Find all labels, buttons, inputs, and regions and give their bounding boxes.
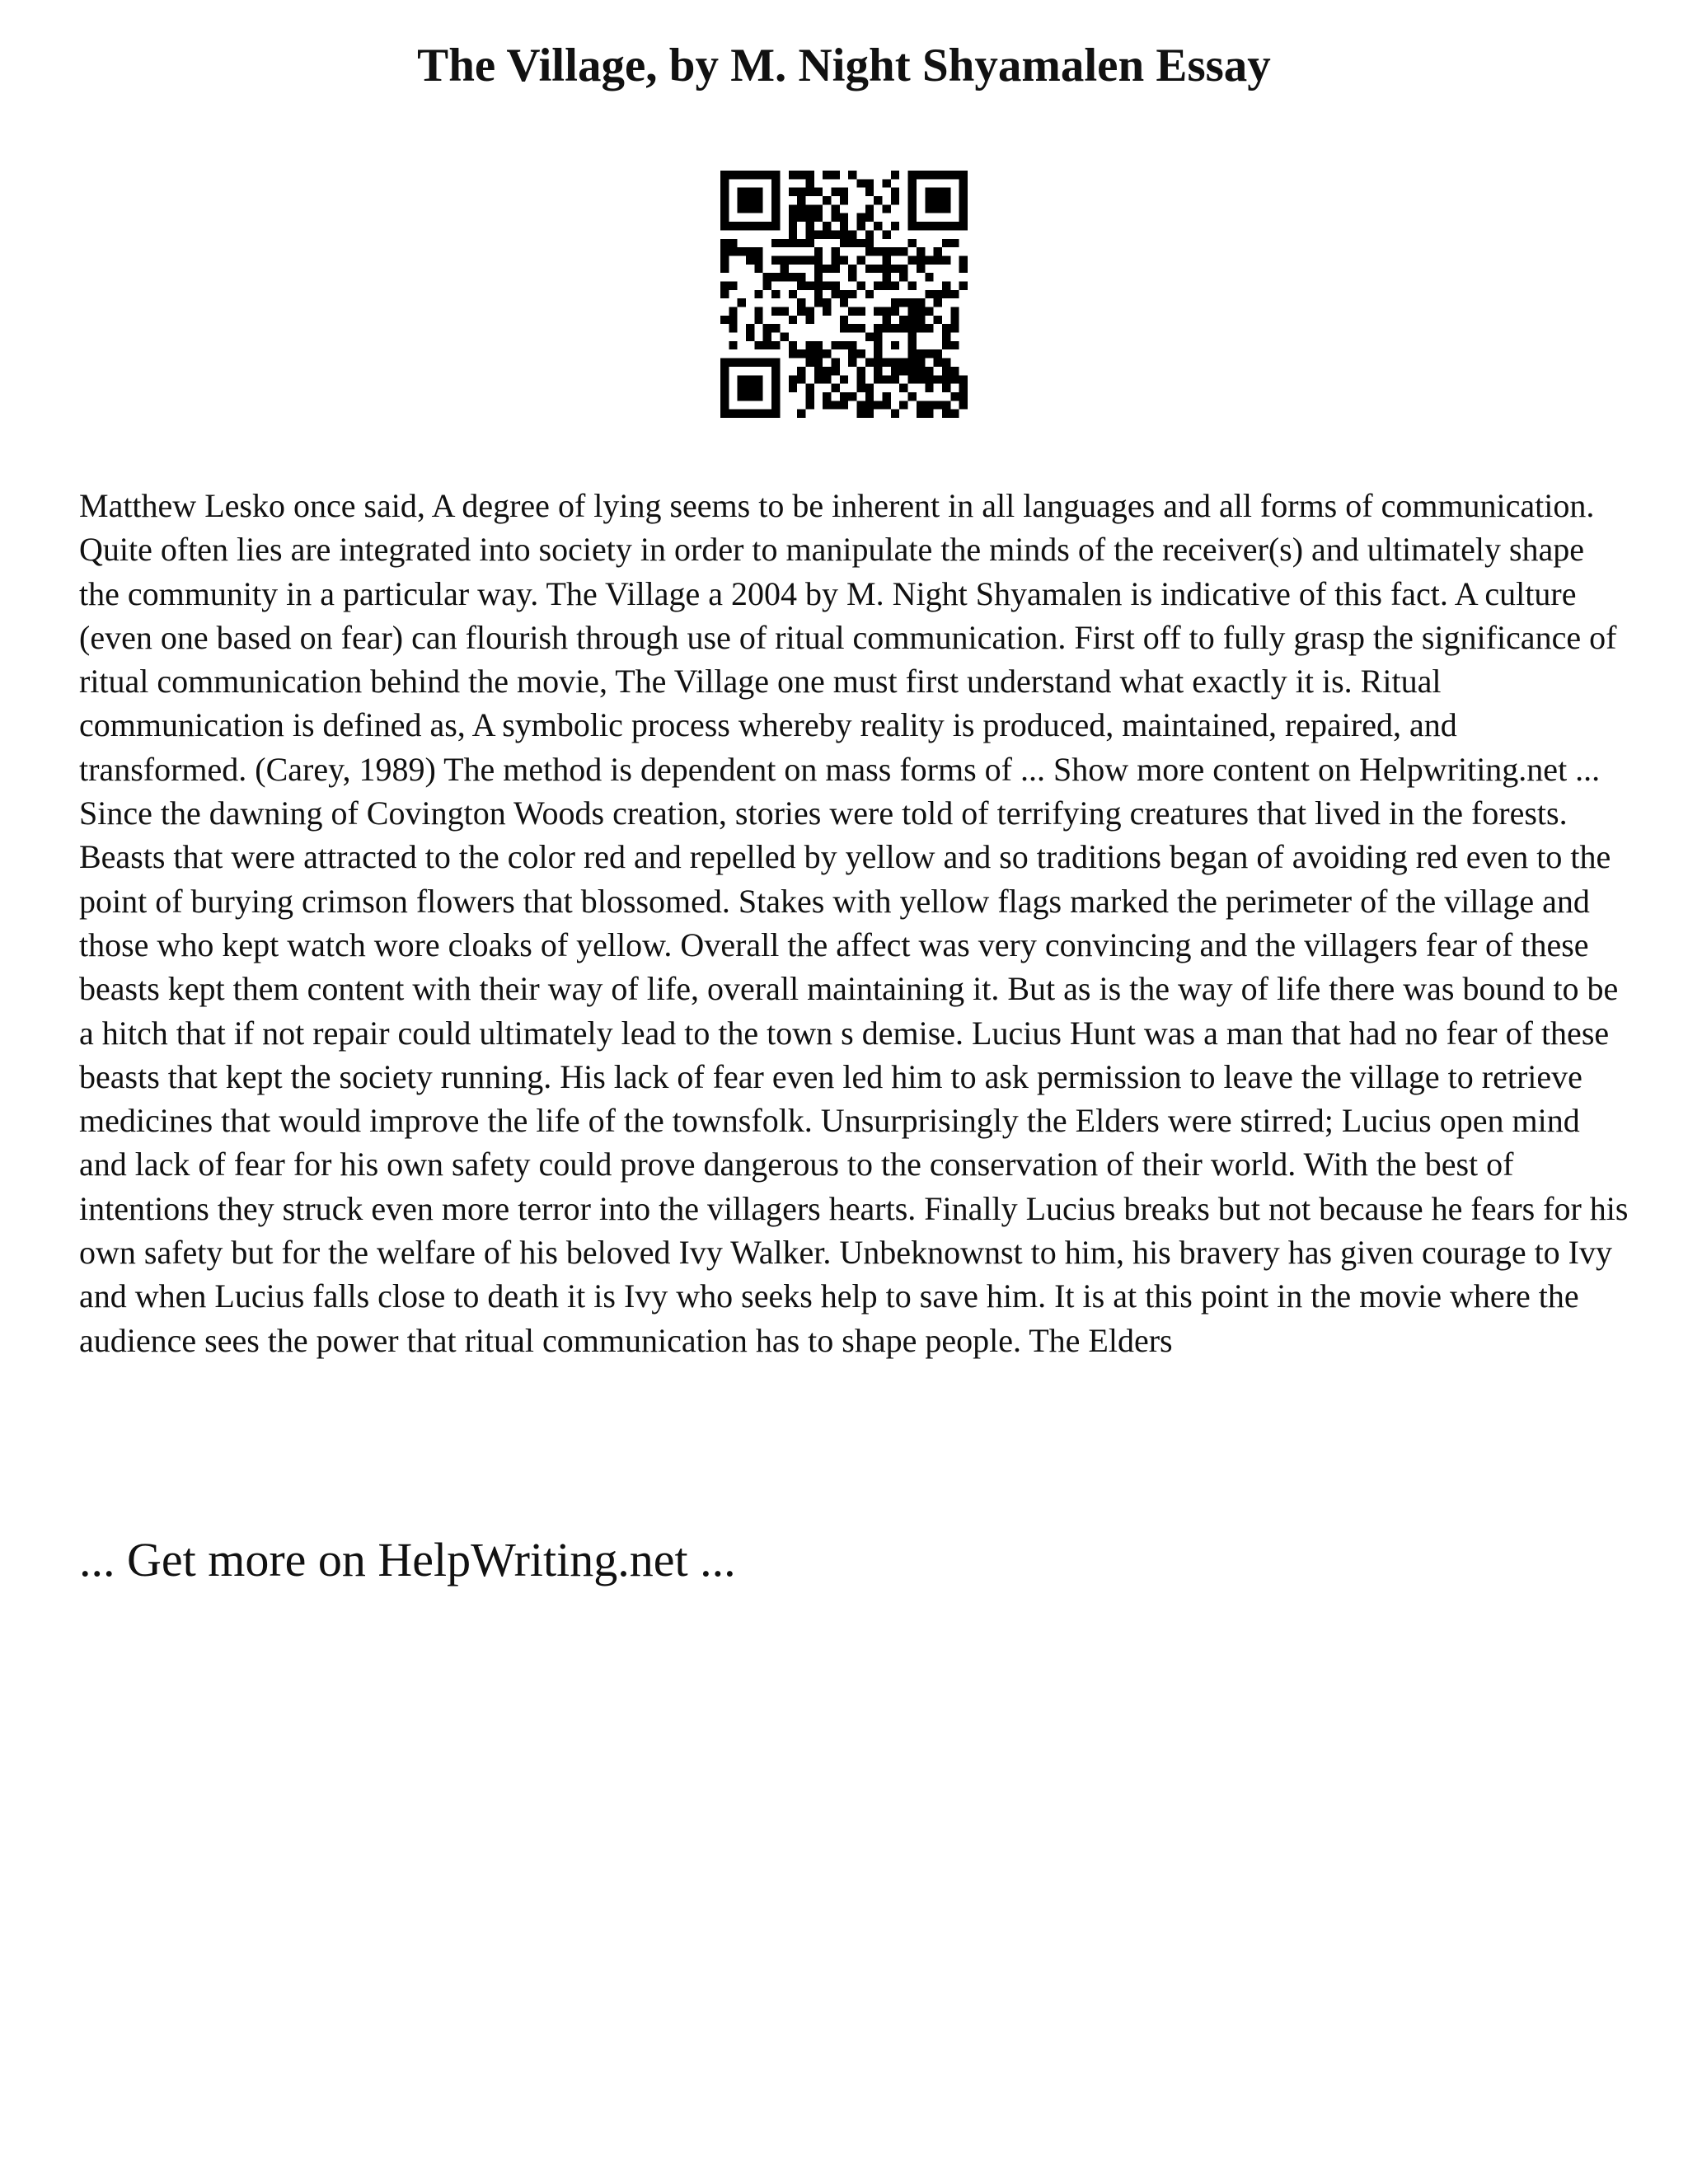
paragraph-2: Since the dawning of Covington Woods creation, stories were told of terrifying creatures that lived in the forests. Beasts that were attracted to the color red and repelled by yellow and so traditions began of avoiding red even to the point of burying crimson flowers that blossomed. Stakes with yellow flags marked the perimeter of the village and those who kept watch wore cloaks of yellow. Overall the affect was very convincing and the villagers fear of these beasts kept them content with their way of life, overall maintaining it. But as is the way of life there was bound to be a hitch that if not repair could ultimately lead to the town s demise. Lucius Hunt was a man that had no fear of these beasts that kept the society running. His lack of fear even led him to ask permission to leave the village to retrieve medicines that would improve the life of the townsfolk. Unsurprisingly the Elders were stirred; Lucius open mind and lack of fear for his own safety could prove dangerous to the conservation of their world. With the best of intentions they struck even more terror into the villagers hearts. Finally Lucius breaks but not because he fears for his own safety but for the welfare of his beloved Ivy Walker. Unbeknownst to him, his bravery has given courage to Ivy and when Lucius falls close to death it is Ivy who seeks help to save him. It is at this point in the movie where the audience sees the power that ritual communication has to shape people. The Elders [79,794,1629,1359]
qr-code-icon [720,171,968,418]
paragraph-1: Matthew Lesko once said, A degree of lying seems to be inherent in all languages and all forms of communication. Quite often lies are integrated into society in order to manipulate the minds of the receiver(s) and ultimately shape the community in a particular way. The Village a 2004 by M. Night Shyamalen is indicative of this fact. A culture (even one based on fear) can flourish through use of ritual communication. First off to fully grasp the significance of ritual communication behind the movie, The Village one must first understand what exactly it is. Ritual communication is defined as, A symbolic process whereby reality is produced, maintained, repaired, and transformed. (Carey, 1989) The method is dependent on mass forms of ... Show more content on Helpwriting.net ... [79,487,1617,788]
document-title: The Village, by M. Night Shyamalen Essay [417,40,1271,91]
essay-body [79,484,1629,1362]
get-more-link[interactable]: ... Get more on HelpWriting.net ... [79,1533,736,1586]
